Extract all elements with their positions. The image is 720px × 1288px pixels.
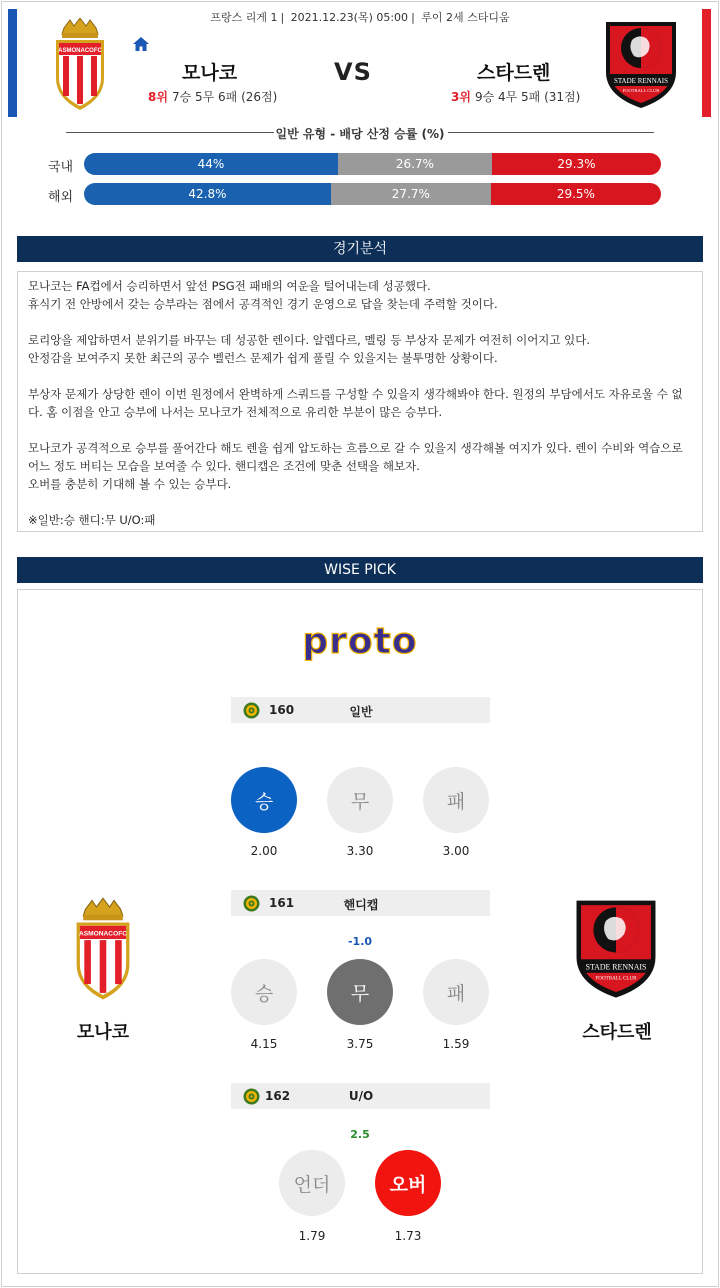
- home-icon[interactable]: [132, 36, 150, 52]
- home-record: [148, 88, 277, 105]
- match-datetime: 2021.12.23(목) 05:00: [290, 11, 409, 24]
- analysis-paragraph: [28, 277, 692, 313]
- home-rank: 8위: [148, 90, 168, 104]
- odd-160-draw: 3.30: [346, 844, 374, 858]
- odd-161-draw: 3.75: [346, 1037, 374, 1051]
- game-number: 160: [269, 703, 295, 717]
- domestic-label: 국내: [48, 160, 74, 175]
- rennes-logo: [602, 18, 680, 110]
- game-number: 162: [265, 1089, 291, 1103]
- analysis-line: ※일반:승 핸디:무 U/O:패: [28, 513, 156, 527]
- over-under-line: 2.5: [350, 1128, 370, 1141]
- monaco-logo-large: [70, 895, 136, 1005]
- analysis-line: 부상자 문제가 상당한 렌이 이번 원정에서 완벽하게 스쿼드를 구성할 수 있을지 생각해봐야 한다. 원정의 부담에서도 자유로울 수 없다. 홈 이점을 안고 승부에 나서는 모나코가 전체적으로 유리한 부분이 많은 승부다.: [28, 387, 683, 419]
- overseas-home-segment: 42.8%: [84, 183, 331, 205]
- away-record: [451, 88, 580, 105]
- monaco-logo: [50, 18, 110, 112]
- match-venue: 루이 2세 스타디움: [421, 11, 510, 24]
- analysis-line: 모나코가 공격적으로 승부를 풀어간다 해도 렌을 쉽게 압도하는 흐름으로 갈 수 있을지 생각해볼 여지가 있다. 렌이 수비와 역습으로 어느 정도 버티는 모습을 보여줄 수 있다. 핸디캡은 조건에 맞춘 선택을 해보자.: [28, 441, 683, 473]
- domestic-away-segment: 29.3%: [492, 153, 661, 175]
- monaco-logo-text: ASMONACOFC: [58, 48, 102, 54]
- rennes-logo-subtext: FOOTBALL CLUB: [595, 975, 637, 982]
- game-type: 일반: [349, 705, 373, 719]
- game-161-header: [231, 890, 490, 916]
- away-accent-bar: [702, 9, 711, 117]
- analysis-header: 경기분석: [17, 236, 703, 262]
- analysis-line: 오버를 충분히 기대해 볼 수 있는 승부다.: [28, 477, 232, 491]
- game-162-header: [231, 1083, 490, 1109]
- rennes-logo-text: STADE RENNAIS: [613, 77, 669, 85]
- rennes-logo-large: [572, 894, 660, 1002]
- analysis-paragraph: [28, 439, 692, 493]
- bottom-home-team-name: 모나코: [76, 1022, 130, 1043]
- wise-pick-header: WISE PICK: [17, 557, 703, 583]
- rennes-logo-subtext: FOOTBALL CLUB: [622, 88, 660, 93]
- proto-logo: [0, 625, 720, 661]
- analysis-line: 휴식기 전 안방에서 갖는 승부라는 점에서 공격적인 경기 운영으로 답을 찾는데 주력할 것이다.: [28, 297, 498, 311]
- rennes-logo-text: STADE RENNAIS: [585, 962, 647, 972]
- game-number: 161: [269, 896, 295, 910]
- pick-162-over[interactable]: 오버: [375, 1150, 441, 1216]
- away-record-text: 9승 4무 5패 (31점): [474, 90, 581, 104]
- pick-160-draw[interactable]: 무: [327, 767, 393, 833]
- analysis-line: 로리앙을 제압하면서 분위기를 바꾸는 데 성공한 렌이다. 알렙다르, 멜링 등 부상자 문제가 여전히 이어지고 있다.: [28, 333, 591, 347]
- domestic-home-segment: 44%: [84, 153, 338, 175]
- odds-rate-title: 일반 유형 - 배당 산정 승률 (%): [275, 127, 445, 141]
- analysis-line: 안정감을 보여주지 못한 최근의 공수 벨런스 문제가 쉽게 풀릴 수 있을지는 불투명한 상황이다.: [28, 351, 498, 365]
- domestic-draw-segment: 26.7%: [338, 153, 492, 175]
- overseas-draw-segment: 27.7%: [331, 183, 491, 205]
- odd-161-win: 4.15: [250, 1037, 278, 1051]
- pick-160-win[interactable]: 승: [231, 767, 297, 833]
- pick-161-win[interactable]: 승: [231, 959, 297, 1025]
- odd-160-win: 2.00: [250, 844, 278, 858]
- match-meta: 프랑스 리게 1 | 2021.12.23(목) 05:00 | 루이 2세 스타디움: [210, 11, 510, 24]
- away-rank: 3위: [451, 90, 471, 104]
- game-type: U/O: [348, 1089, 374, 1103]
- proto-logo-text: proto: [302, 625, 418, 661]
- home-record-text: 7승 5무 6패 (26점): [171, 90, 278, 104]
- pick-161-loss[interactable]: 패: [423, 959, 489, 1025]
- analysis-paragraph: [28, 331, 692, 367]
- analysis-line: 모나코는 FA컵에서 승리하면서 앞선 PSG전 패배의 여운을 털어내는데 성공했다.: [28, 279, 431, 293]
- handicap-line: -1.0: [347, 935, 373, 948]
- game-160-header: [231, 697, 490, 723]
- away-team-name: 스타드렌: [477, 62, 551, 84]
- home-accent-bar: [8, 9, 17, 117]
- domestic-rate-bar: [84, 153, 661, 175]
- league-name: 프랑스 리게 1: [210, 11, 278, 24]
- vs-label: VS: [334, 58, 372, 86]
- bottom-away-team-name: 스타드렌: [582, 1022, 652, 1043]
- monaco-logo-text: ASMONACOFC: [79, 930, 127, 938]
- overseas-away-segment: 29.5%: [491, 183, 661, 205]
- analysis-summary: [28, 511, 692, 529]
- overseas-label: 해외: [48, 190, 74, 205]
- pick-161-draw[interactable]: 무: [327, 959, 393, 1025]
- odd-162-over: 1.73: [394, 1229, 422, 1243]
- odd-161-loss: 1.59: [442, 1037, 470, 1051]
- odd-162-under: 1.79: [298, 1229, 326, 1243]
- pick-162-under[interactable]: 언더: [279, 1150, 345, 1216]
- target-icon: [243, 1088, 260, 1105]
- analysis-body: [17, 271, 703, 532]
- title-line-right: [448, 132, 654, 133]
- home-team-name: 모나코: [182, 62, 238, 84]
- pick-160-loss[interactable]: 패: [423, 767, 489, 833]
- overseas-rate-bar: [84, 183, 661, 205]
- game-type: 핸디캡: [343, 898, 379, 912]
- odd-160-loss: 3.00: [442, 844, 470, 858]
- target-icon: [243, 895, 260, 912]
- target-icon: [243, 702, 260, 719]
- analysis-paragraph: [28, 385, 692, 421]
